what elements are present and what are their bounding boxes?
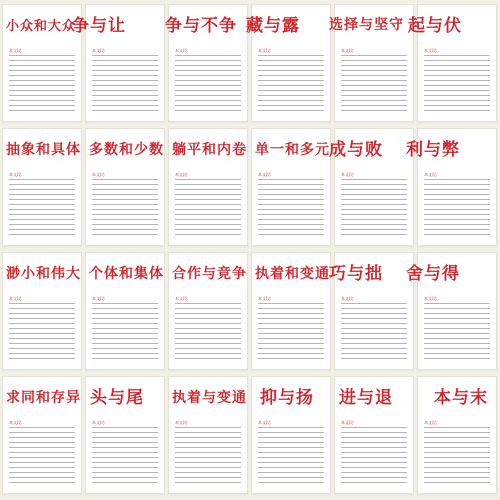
card-label: 本文段: [341, 420, 355, 425]
card [406, 128, 497, 246]
card [251, 252, 331, 370]
card-label: 本文段: [92, 172, 106, 177]
card-label: 本文段: [258, 172, 272, 177]
card [168, 376, 248, 494]
card-body-text [341, 179, 407, 239]
card [417, 376, 497, 494]
card [251, 128, 331, 246]
card-body-text [9, 427, 75, 487]
card-label: 本文段: [9, 48, 23, 53]
card [334, 376, 414, 494]
card-body-text [92, 55, 158, 115]
card-title: 争与不争 [165, 16, 237, 36]
card-label: 本文段: [9, 296, 23, 301]
card-title: 渺小和伟大 [6, 266, 81, 282]
card [168, 252, 248, 370]
card [408, 4, 497, 122]
card-label: 本文段: [92, 296, 106, 301]
card [2, 252, 82, 370]
card-label: 本文段: [424, 296, 438, 301]
card-label: 本文段: [258, 296, 272, 301]
card-body-text [424, 427, 490, 487]
card-title: 多数和少数 [89, 142, 164, 158]
card-body-text [424, 55, 490, 115]
card-label: 本文段: [175, 172, 189, 177]
card-label: 本文段: [9, 172, 23, 177]
card-title: 巧与拙 [329, 264, 383, 284]
card-body-text [92, 303, 158, 363]
card-body-text [258, 55, 324, 115]
card-label: 本文段: [92, 420, 106, 425]
card-body-text [92, 179, 158, 239]
card-body-text [424, 303, 490, 363]
card-label: 本文段: [341, 172, 355, 177]
card-label: 本文段: [175, 296, 189, 301]
card-body-text [175, 179, 241, 239]
card [85, 128, 165, 246]
card-title: 求同和存异 [6, 390, 81, 406]
card-label: 本文段: [175, 420, 189, 425]
card-body-text [175, 303, 241, 363]
card-body-text [341, 303, 407, 363]
card-title: 利与弊 [406, 140, 460, 160]
card-body-text [258, 179, 324, 239]
card [85, 252, 165, 370]
card-label: 本文段: [258, 420, 272, 425]
card-title: 躺平和内卷 [172, 142, 247, 158]
card-title: 起与伏 [408, 16, 462, 36]
card-body-text [9, 303, 75, 363]
card-label: 本文段: [175, 48, 189, 53]
card [72, 4, 165, 122]
card [246, 4, 331, 122]
card [168, 128, 248, 246]
card-body-text [9, 55, 75, 115]
card-title: 合作与竞争 [172, 266, 247, 282]
card-title: 进与退 [339, 388, 393, 408]
card-title: 单一和多元 [255, 142, 330, 158]
card-label: 本文段: [9, 420, 23, 425]
card [251, 376, 331, 494]
card-title: 小众和大众 [6, 19, 77, 34]
card-label: 本文段: [424, 48, 438, 53]
card-label: 本文段: [341, 296, 355, 301]
card [329, 128, 414, 246]
card [329, 4, 414, 122]
card-body-text [258, 303, 324, 363]
card-body-text [9, 179, 75, 239]
card-title: 抽象和具体 [6, 142, 81, 158]
card-title: 舍与得 [406, 264, 460, 284]
card-body-text [424, 179, 490, 239]
card [85, 376, 165, 494]
card [2, 4, 82, 122]
card-title: 藏与露 [246, 16, 300, 36]
card-label: 本文段: [424, 420, 438, 425]
card-title: 执着和变通 [255, 266, 330, 282]
card-body-text [258, 427, 324, 487]
card-title: 争与让 [72, 16, 126, 36]
card [406, 252, 497, 370]
card [2, 128, 82, 246]
card-body-text [175, 55, 241, 115]
card-body-text [341, 55, 407, 115]
card-body-text [341, 427, 407, 487]
card-body-text [175, 427, 241, 487]
card-label: 本文段: [92, 48, 106, 53]
card-label: 本文段: [424, 172, 438, 177]
card-title: 个体和集体 [89, 266, 164, 282]
card [2, 376, 82, 494]
card-title: 抑与扬 [260, 388, 314, 408]
card [165, 4, 248, 122]
card-title: 成与败 [329, 140, 383, 160]
card-title: 选择与坚守 [329, 17, 404, 33]
card-title: 头与尾 [90, 388, 144, 408]
card-label: 本文段: [341, 48, 355, 53]
card-title: 本与末 [434, 388, 488, 408]
card [329, 252, 414, 370]
card-title: 执着与变通 [172, 390, 247, 406]
card-body-text [92, 427, 158, 487]
card-label: 本文段: [258, 48, 272, 53]
